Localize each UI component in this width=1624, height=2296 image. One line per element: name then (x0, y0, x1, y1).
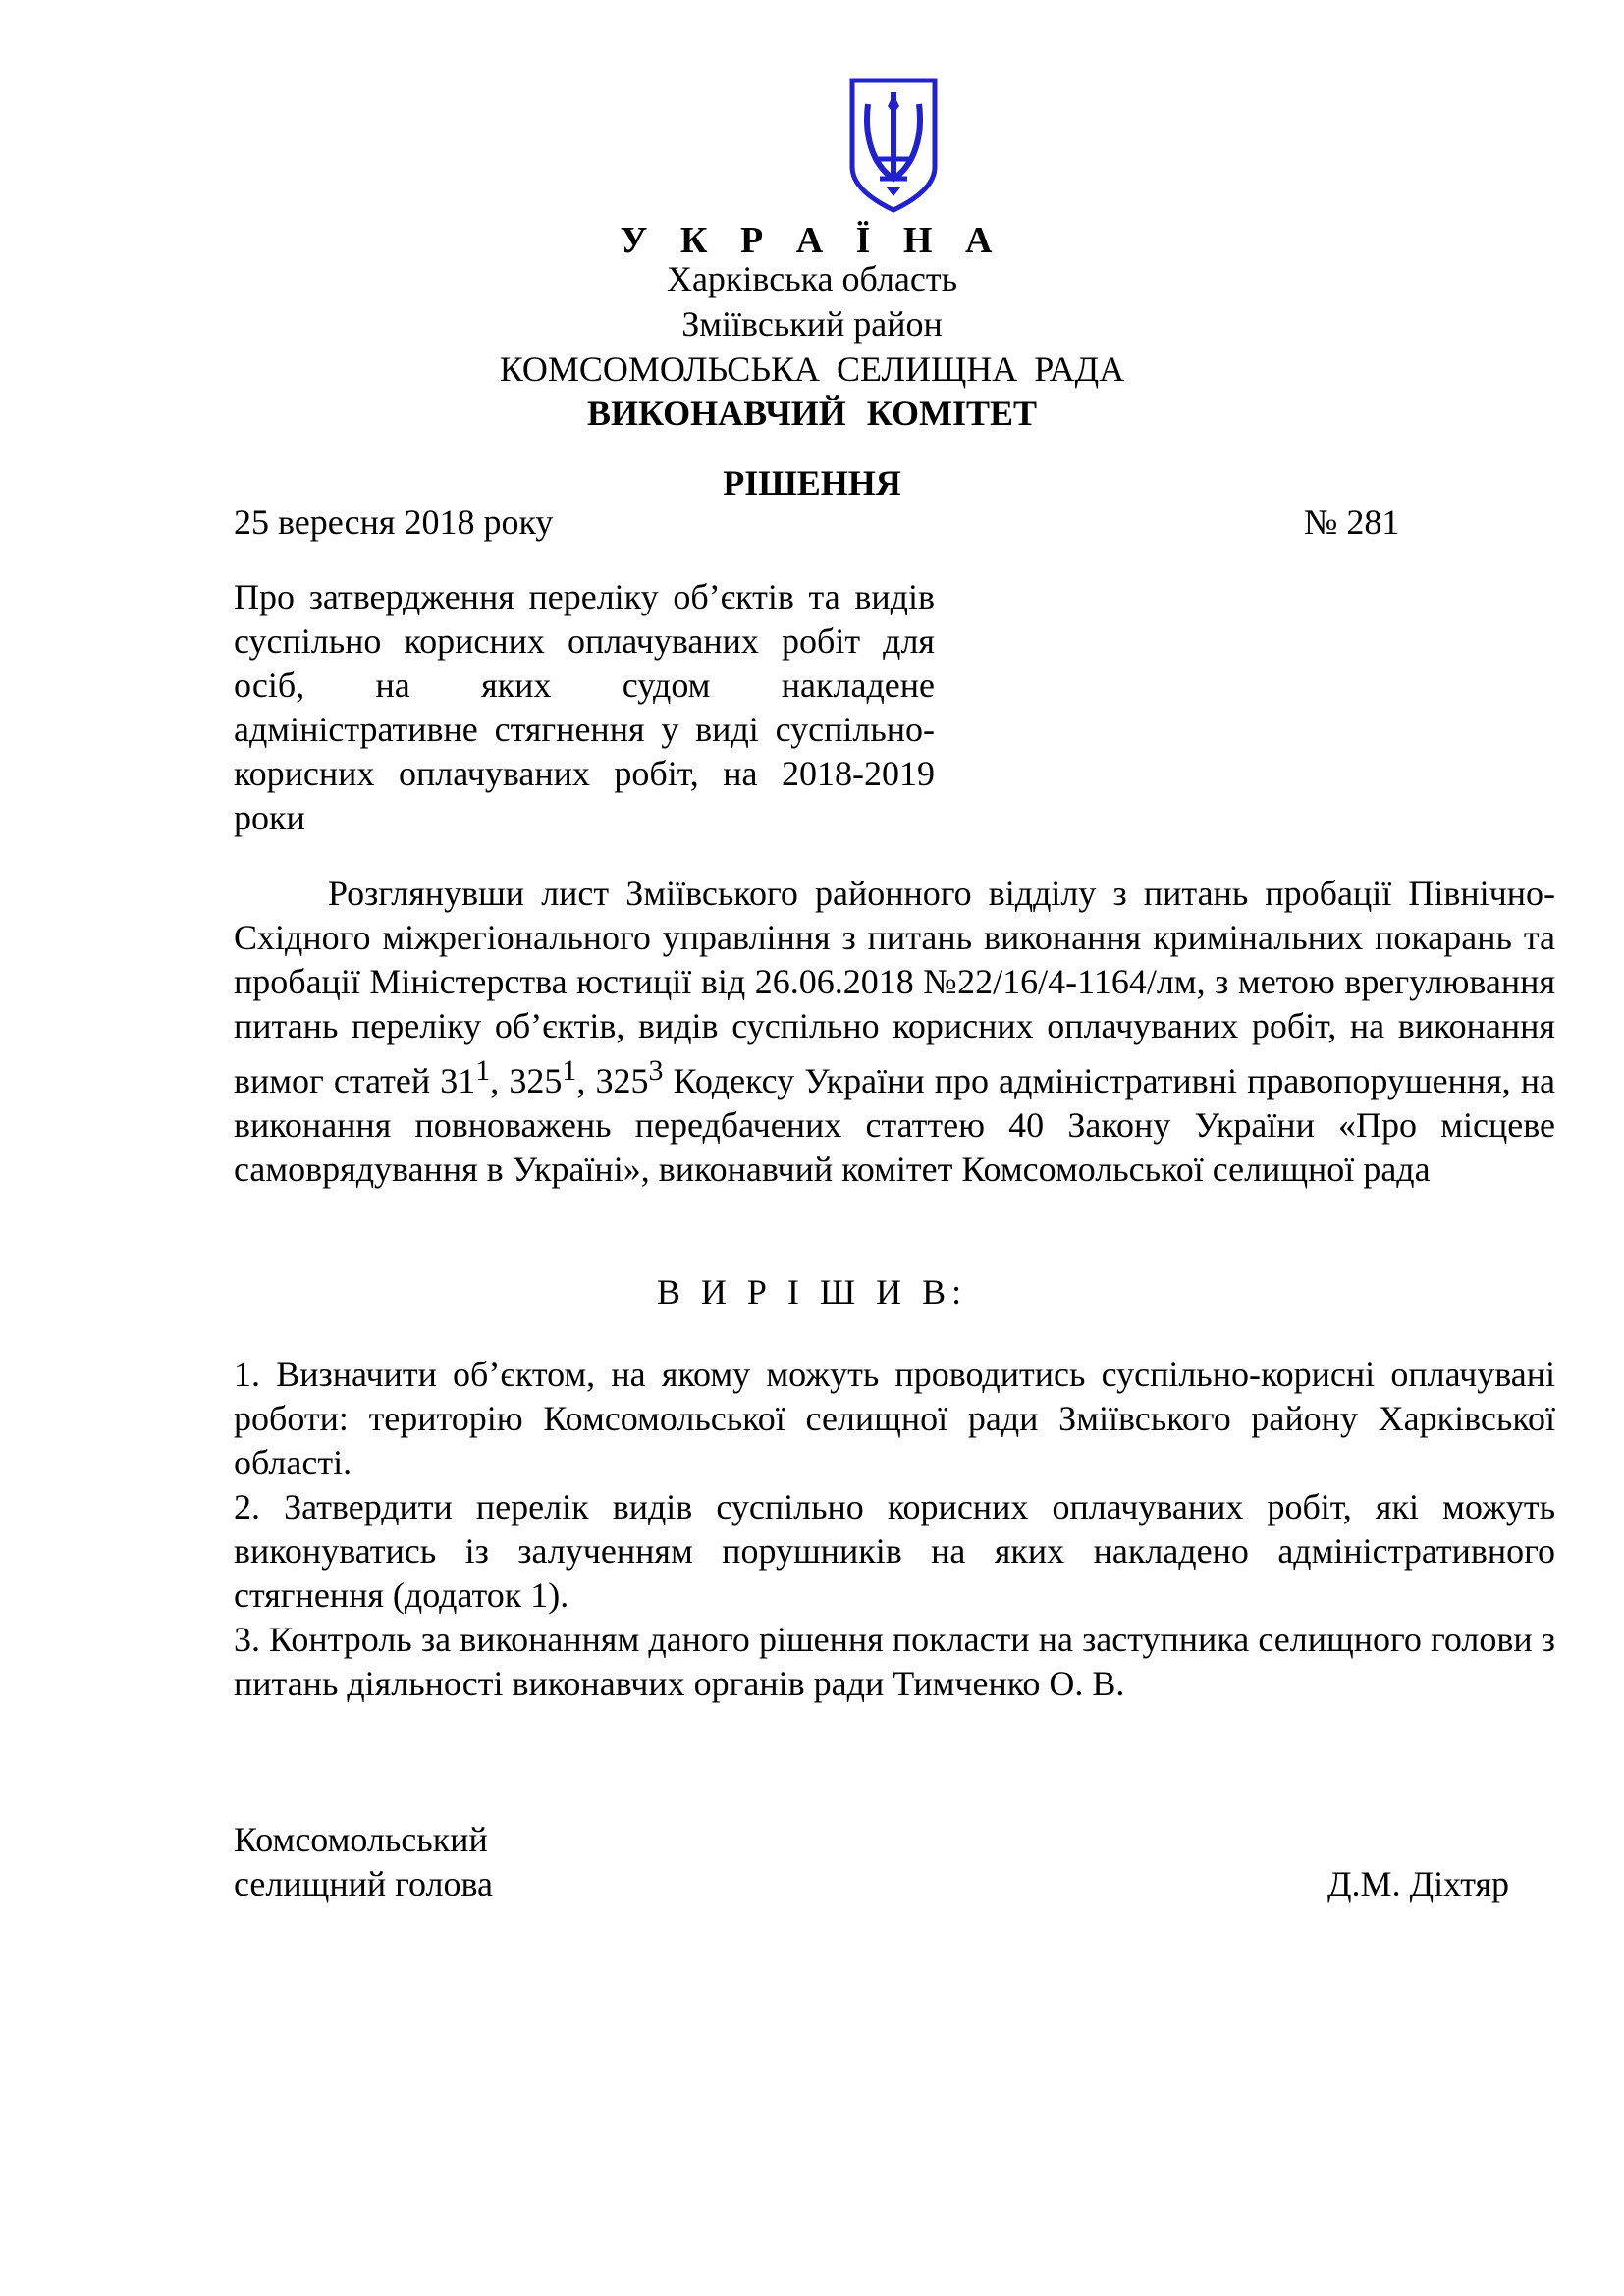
decided-heading: В И Р І Ш И В: (656, 1272, 968, 1311)
trident-coat-of-arms-icon (846, 77, 941, 214)
document-date: 25 вересня 2018 року (234, 503, 554, 542)
document-subject: Про затвердження переліку об’єктів та видів суспільно корисних оплачуваних робіт для осіб, на яких судом накладене адміністративне стягнення у виді суспільно-корисних оплачуваних робіт, на 2018-2019 роки (234, 577, 935, 837)
preamble-text-2: , 325 (490, 1061, 563, 1100)
document-type-heading: РІШЕННЯ (723, 463, 901, 503)
country-heading: У К Р А Ї Н А (620, 220, 1004, 261)
decision-items (234, 1353, 1555, 1706)
signatory-position-line-2: селищний голова (234, 1864, 494, 1903)
preamble-paragraph (234, 872, 1555, 1192)
decision-item-1: 1. Визначити об’єктом, на якому можуть проводитись суспільно-корисні оплачувані роботи: територію Комсомольської селищної ради Зміївського району Харківської області. (234, 1355, 1555, 1482)
preamble-sup-1: 1 (475, 1054, 491, 1087)
decision-item-3: 3. Контроль за виконанням даного рішення покласти на заступника селищного голови з питань діяльності виконавчих органів ради Тимченко О. В. (234, 1620, 1555, 1703)
preamble-sup-2: 1 (562, 1054, 577, 1087)
signatory-position-line-1: Комсомольський (234, 1820, 488, 1859)
committee-line: ВИКОНАВЧИЙ КОМІТЕТ (586, 394, 1038, 433)
decision-item-2: 2. Затвердити перелік видів суспільно корисних оплачуваних робіт, які можуть виконуватись із залученням порушників на яких накладено адміністративного стягнення (додаток 1). (234, 1487, 1555, 1615)
council-line: КОМСОМОЛЬСЬКА СЕЛИЩНА РАДА (499, 349, 1125, 389)
signatory-name: Д.М. Діхтяр (1327, 1864, 1510, 1903)
signatory-position (234, 1818, 493, 1906)
preamble-text-4: Кодексу України про адміністративні правопорушення, на виконання повноважень передбачених статтею 40 Закону України «Про місцеве самоврядування в Україні», виконавчий комітет Комсомольської селищної рада (234, 1061, 1556, 1189)
preamble-text-1: Розглянувши лист Зміївського районного відділу з питань пробації Північно-Східного міжрегіонального управління з питань виконання кримінальних покарань та пробації Міністерства юстиції від 26.06.2018 №22/16/4-1164/лм, з метою врегулювання питань переліку об’єктів, видів суспільно корисних оплачуваних робіт, на виконання вимог статей 31 (234, 874, 1555, 1100)
preamble-text-3: , 325 (576, 1061, 649, 1100)
preamble-sup-3: 3 (648, 1054, 664, 1087)
document-number: № 281 (1304, 503, 1400, 542)
region-line: Харківська область (666, 259, 958, 298)
district-line: Зміївський район (681, 304, 943, 344)
